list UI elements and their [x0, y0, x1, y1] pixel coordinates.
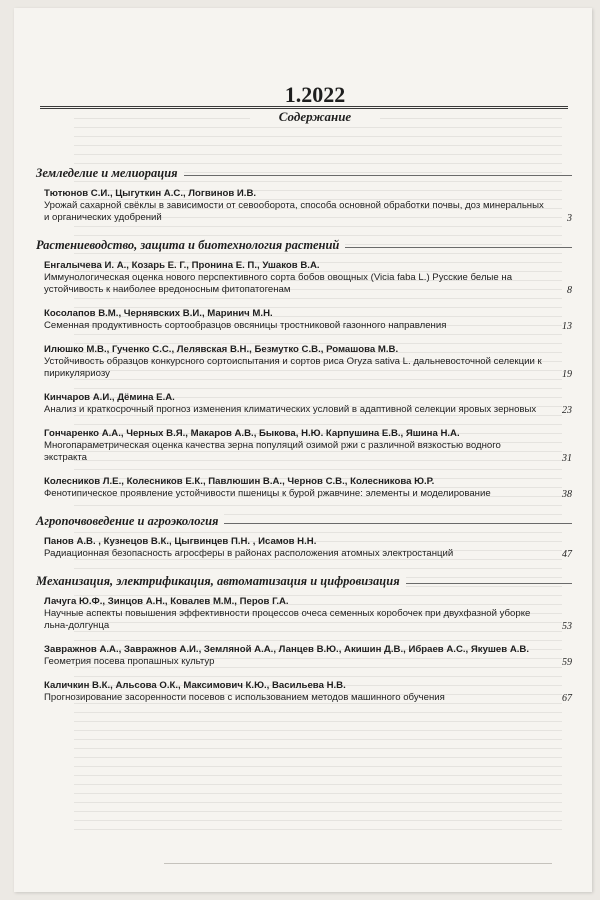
table-of-contents [36, 166, 572, 718]
footer-rule [164, 863, 552, 864]
toc-entry[interactable] [44, 536, 572, 560]
journal-page [14, 8, 592, 892]
entry-title: Иммунологическая оценка нового перспективного сорта бобов овощных (Vicia faba L.) Русские белые на устойчивость к наиболее вредоносным фитопатогенам [44, 272, 513, 295]
page-header [14, 84, 592, 128]
contents-heading: Содержание [250, 109, 380, 125]
section-heading [36, 238, 572, 254]
section-spacer [36, 716, 572, 718]
entry-authors: Косолапов В.М., Чернявских В.И., Маринич М.Н. [44, 308, 273, 319]
entry-page-number: 19 [562, 369, 572, 380]
entry-title: Фенотипическое проявление устойчивости пшеницы к бурой ржавчине: элементы и моделирование [44, 488, 491, 499]
entry-authors: Илюшко М.В., Гученко С.С., Лелявская В.Н., Безмутко С.В., Ромашова М.В. [44, 344, 399, 355]
issue-number: 1.2022 [250, 84, 380, 106]
toc-entry[interactable] [44, 344, 572, 380]
section-title: Земледелие и мелиорация [36, 166, 184, 180]
section-title: Растениеводство, защита и биотехнология растений [36, 238, 345, 252]
entry-authors: Тютюнов С.И., Цыгуткин А.С., Логвинов И.В. [44, 188, 257, 199]
section-heading [36, 514, 572, 530]
toc-entry[interactable] [44, 428, 572, 464]
entry-authors: Енгалычева И. А., Козарь Е. Г., Пронина Е. П., Ушаков В.А. [44, 260, 320, 271]
toc-entry[interactable] [44, 188, 572, 224]
toc-entry[interactable] [44, 392, 572, 416]
entry-page-number: 31 [562, 453, 572, 464]
entry-title: Анализ и краткосрочный прогноз изменения климатических условий в адаптивной селекции яровых зерновых [44, 404, 537, 415]
toc-entry[interactable] [44, 260, 572, 296]
entry-title: Радиационная безопасность агросферы в районах расположения атомных электростанций [44, 548, 454, 559]
entry-page-number: 13 [562, 321, 572, 332]
entry-authors: Гончаренко А.А., Черных В.Я., Макаров А.В., Быкова, Н.Ю. Карпушина Е.В., Яшина Н.А. [44, 428, 460, 439]
entry-authors: Колесников Л.Е., Колесников Е.К., Павлюшин В.А., Чернов С.В., Колесникова Ю.Р. [44, 476, 435, 487]
section-title: Агропочвоведение и агроэкология [36, 514, 224, 528]
entry-page-number: 59 [562, 657, 572, 668]
entry-title: Научные аспекты повышения эффективности процессов очеса семенных коробочек при двухфазной уборке льна-долгунца [44, 608, 531, 631]
entry-authors: Каличкин В.К., Альсова О.К., Максимович К.Ю., Васильева Н.В. [44, 680, 346, 691]
entry-title: Устойчивость образцов конкурсного сортоиспытания и сортов риса Oryza sativa L. дальневосточной селекции к пирикуляриозу [44, 356, 542, 379]
entry-page-number: 23 [562, 405, 572, 416]
toc-entry[interactable] [44, 644, 572, 668]
entry-authors: Лачуга Ю.Ф., Зинцов А.Н., Ковалев М.М., Перов Г.А. [44, 596, 289, 607]
entry-authors: Завражнов А.А., Завражнов А.И., Земляной А.А., Ланцев В.Ю., Акишин Д.В., Ибраев А.С., Якушев А.В. [44, 644, 530, 655]
entry-title: Урожай сахарной свёклы в зависимости от севооборота, способа основной обработки почвы, доз минеральных и органических удобрений [44, 200, 544, 223]
entry-authors: Кинчаров А.И., Дёмина Е.А. [44, 392, 175, 403]
entry-authors: Панов А.В. , Кузнецов В.К., Цыгвинцев П.Н. , Исамов Н.Н. [44, 536, 317, 547]
toc-entry[interactable] [44, 680, 572, 704]
entry-title: Семенная продуктивность сортообразцов овсяницы тростниковой газонного направления [44, 320, 447, 331]
entry-title: Прогнозирование засоренности посевов с использованием методов машинного обучения [44, 692, 445, 703]
toc-entry[interactable] [44, 476, 572, 500]
toc-entry[interactable] [44, 308, 572, 332]
entry-title: Геометрия посева пропашных культур [44, 656, 215, 667]
entry-page-number: 38 [562, 489, 572, 500]
entry-page-number: 67 [562, 693, 572, 704]
entry-page-number: 8 [567, 285, 572, 296]
entry-page-number: 3 [567, 213, 572, 224]
section-heading [36, 574, 572, 590]
entry-title: Многопараметрическая оценка качества зерна популяций озимой ржи с различной вязкостью водного экстракта [44, 440, 501, 463]
section-title: Механизация, электрификация, автоматизация и цифровизация [36, 574, 406, 588]
entry-page-number: 53 [562, 621, 572, 632]
section-heading [36, 166, 572, 182]
entry-page-number: 47 [562, 549, 572, 560]
toc-entry[interactable] [44, 596, 572, 632]
